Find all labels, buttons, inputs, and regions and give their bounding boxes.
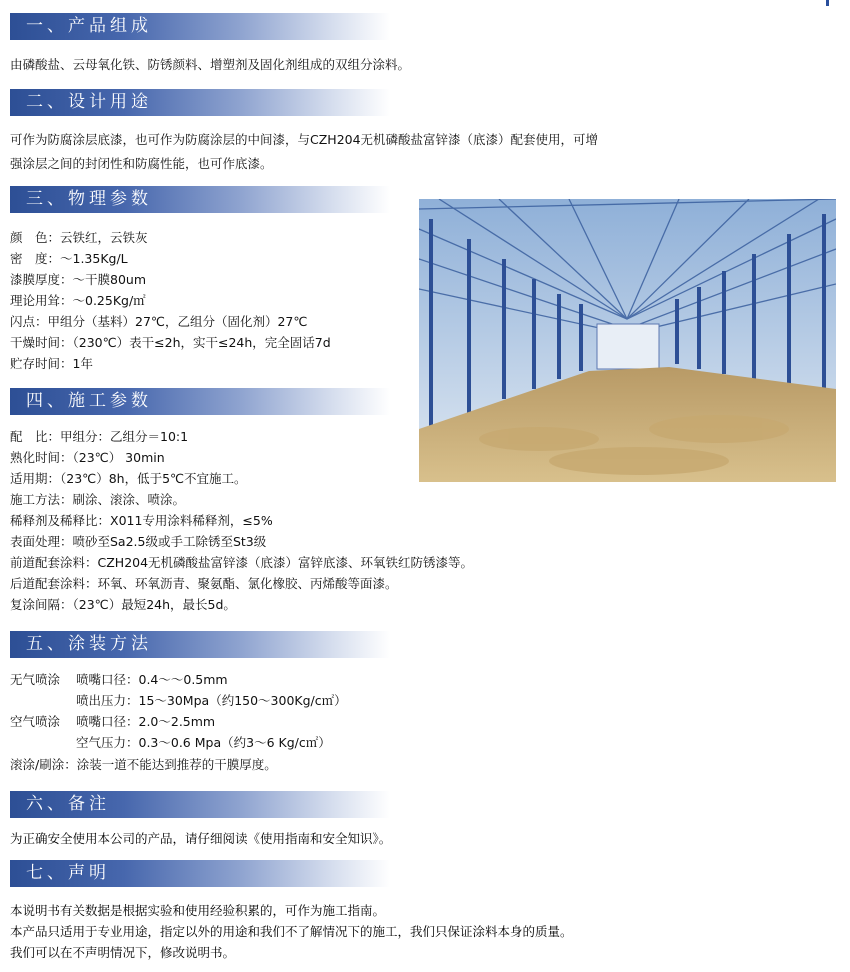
- section-title: 四、施工参数: [26, 391, 152, 411]
- section-header-usage: [10, 89, 390, 116]
- roll-brush-line: 滚涂/刷涂：涂装一道不能达到推荐的干膜厚度。: [10, 757, 277, 772]
- application-param-line: 表面处理：喷砂至Sa2.5级或手工除锈至St3级: [10, 534, 267, 549]
- airless-nozzle-line: 喷嘴口径：0.4～～0.5mm: [76, 672, 228, 687]
- physical-param-line: 闪点：甲组分（基料）27℃，乙组分（固化剂）27℃: [10, 314, 308, 329]
- section-title: 二、设计用途: [26, 92, 152, 112]
- steel-structure-photo: [419, 199, 836, 482]
- application-param-line: 适用期：（23℃）8h，低于5℃不宜施工。: [10, 471, 247, 486]
- usage-line: 强涂层之间的封闭性和防腐性能，也可作底漆。: [10, 156, 273, 171]
- application-param-line: 前道配套涂料：CZH204无机磷酸盐富锌漆（底漆）富锌底漆、环氧铁红防锈漆等。: [10, 555, 474, 570]
- section-title: 七、声明: [26, 863, 110, 883]
- statement-line: 本产品只适用于专业用途，指定以外的用途和我们不了解情况下的施工，我们只保证涂料本身的质量。: [10, 924, 573, 939]
- corner-mark: [826, 0, 829, 6]
- statement-line: 我们可以在不声明情况下，修改说明书。: [10, 945, 236, 960]
- physical-param-line: 漆膜厚度：～干膜80um: [10, 272, 147, 287]
- composition-text: 由磷酸盐、云母氧化铁、防锈颜料、增塑剂及固化剂组成的双组分涂料。: [10, 57, 411, 72]
- section-title: 一、产品组成: [26, 16, 152, 36]
- section-title: 三、物理参数: [26, 189, 152, 209]
- physical-param-line: 密 度：～1.35Kg/L: [10, 251, 128, 266]
- application-param-line: 后道配套涂料：环氧、环氧沥青、聚氨酯、氯化橡胶、丙烯酸等面漆。: [10, 576, 398, 591]
- application-param-line: 稀释剂及稀释比：X011专用涂料稀释剂，≤5%: [10, 513, 273, 528]
- application-param-line: 复涂间隔：（23℃）最短24h，最长5d。: [10, 597, 236, 612]
- physical-param-line: 干燥时间：（230℃）表干≤2h，实干≤24h，完全固话7d: [10, 335, 331, 350]
- physical-param-line: 颜 色：云铁红，云铁灰: [10, 230, 148, 245]
- application-param-line: 配 比：甲组分：乙组分＝10:1: [10, 429, 189, 444]
- section-title: 五、涂装方法: [26, 634, 152, 654]
- physical-param-line: 贮存时间：1年: [10, 356, 93, 371]
- air-nozzle-line: 喷嘴口径：2.0～2.5mm: [76, 714, 216, 729]
- section-title: 六、备注: [26, 794, 110, 814]
- air-spray-label: 空气喷涂: [10, 714, 61, 729]
- physical-param-line: 理论用耸：～0.25Kg/㎡: [10, 293, 146, 308]
- remarks-text: 为正确安全使用本公司的产品，请仔细阅读《使用指南和安全知识》。: [10, 831, 392, 846]
- application-param-line: 施工方法：刷涂、滚涂、喷涂。: [10, 492, 186, 507]
- air-pressure-line: 空气压力：0.3～0.6 Mpa（约3～6 Kg/c㎡）: [76, 735, 331, 750]
- airless-spray-label: 无气喷涂: [10, 672, 61, 687]
- section-header-remarks: [10, 791, 390, 818]
- usage-line: 可作为防腐涂层底漆，也可作为防腐涂层的中间漆，与CZH204无机磷酸盐富锌漆（底漆）配套使用，可增: [10, 132, 599, 147]
- application-param-line: 熟化时间：（23℃） 30min: [10, 450, 165, 465]
- statement-line: 本说明书有关数据是根据实验和使用经验积累的，可作为施工指南。: [10, 903, 386, 918]
- section-header-coating-methods: [10, 631, 390, 658]
- section-header-statement: [10, 860, 390, 887]
- airless-pressure-line: 喷出压力：15～30Mpa（约150～300Kg/c㎡）: [76, 693, 347, 708]
- section-header-composition: [10, 13, 390, 40]
- section-header-physical-params: [10, 186, 390, 213]
- section-header-application-params: [10, 388, 390, 415]
